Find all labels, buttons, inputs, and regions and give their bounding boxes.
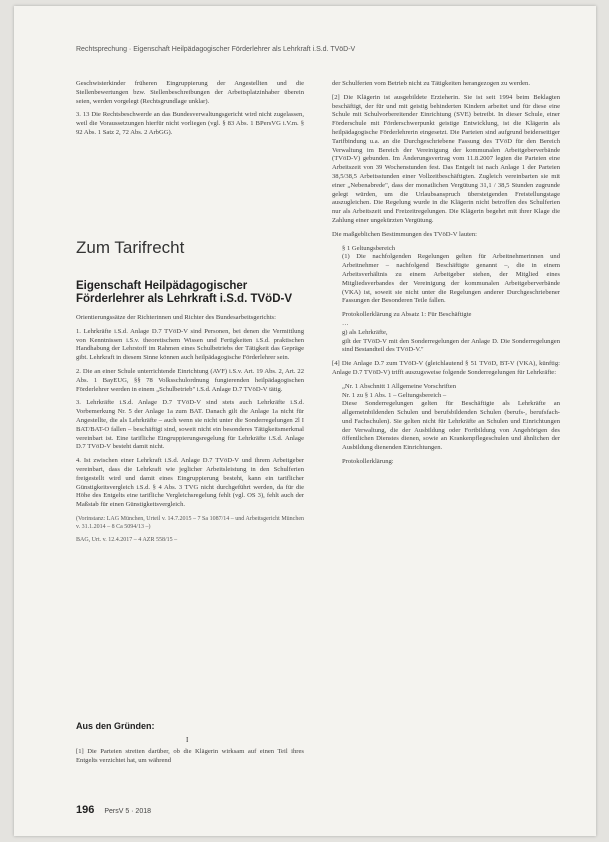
quote-line: § 1 Geltungsbereich [342, 244, 396, 252]
orientation-sentence-2: 2. Die an einer Schule unterrichtende Einrichtung (AVF) i.S.v. Art. 19 Abs. 2, Art. 22 Abs. 1 BayEUG, §§ 78 Volksschulordnung fungierenden heilpädagogischen Förderlehrer werden in einem „Schulbetrieb" i.S.d. Anlage D.7 TVöD-V tätig. [76, 367, 304, 393]
paragraph: Geschwisterkinder früheren Eingruppierung der Angestellten und die Stellenbewertungen bzw. Stellenbeschreibungen der Arbeitsplatzinhaber überein seien, werden vorgelegt (Rechtsgrundlage unklar). [76, 80, 304, 105]
orientation-sentence-3: 3. Lehrkräfte i.S.d. Anlage D.7 TVöD-V sind stets auch Lehrkräfte i.S.d. Vorbemerkung Nr. 5 der Anlage 1a zum BAT. Danach gilt die Anlage 1a nicht für Angestellte, die als Lehrkräfte – auch wenn sie nicht unter die Sonderregelungen 2l I BAT/BAT-O fallen – beschäftigt sind, soweit nicht ein besonderes Tätigkeitsmerkmal vereinbart ist. Eine tarifliche Eingruppierungsregelung für Lehrkräfte i.S.d. Anlage D.7 TVöD-V besteht damit nicht. [76, 399, 304, 451]
citation: (Vorinstanz: LAG München, Urteil v. 14.7.2015 – 7 Sa 1087/14 – und Arbeitsgericht München v. 31.1.2014 – 8 Ca 5094/13 –) [76, 515, 304, 530]
quote-line: „Nr. 1 Abschnitt 1 Allgemeine Vorschriften [342, 382, 457, 390]
page-number: 196 [76, 804, 95, 816]
quote-line: (1) Die nachfolgenden Regelungen gelten für Arbeitnehmerinnen und Arbeitnehmer – nachfolgend Beschäftigte genannt –, die in einem Arbeitsverhältnis zu einem Arbeitgeber stehen, der Mitglied eines Mitgliedsverbandes der Vereinigung der kommunalen Arbeitgeberverbände (VKA) ist, soweit sie nicht unter die Regelungen anderer Durchgeschriebener Fassungen der Besonderen Teile fallen. [342, 253, 560, 305]
paragraph: [2] Die Klägerin ist ausgebildete Erzieherin. Sie ist seit 1994 beim Beklagten beschäftigt, der für und mit geistig behinderten Kindern arbeitet und für diese eine Schule mit Schulvorbereitender Einrichtung (SVE) betreibt. In dieser Schule, einer Förderschule mit Förderschwerpunkt geistige Entwicklung, ist die Klägerin als heilpädagogische Förderlehrerin eingesetzt. Die Parteien sind aufgrund beiderseitiger Tarifbindung u.a. an die Durchgeschriebene Fassung des TVöD für den Bereich Verwaltung im Bereich der Vereinigung der kommunalen Arbeitgeberverbände (TVöD-V) gebunden. Im Änderungsvertrag vom 11.8.2007 legten die Parteien eine Arbeitszeit von 39 Wochenstunden fest. Das Entgelt ist nach Anlage 1 der Parteien 38,5/38,5 Arbeitsstunden einer Vollzeitbeschäftigten. Zugleich vereinbarten sie mit einer „Nebenabrede", dass der monatlichen Vergütung 31,1 / 38,5 Stunden zugrunde gelegt würden, um die Urlaubsanspruch übersteigenden Freistellungstage auszugleichen. Die Regelung wurde in die Klägerin nicht betroffen des Schulferien nur als Arbeitszeit und Freizeitregelungen. Die Klägerin begehrt mit ihrer Klage die Zahlung einer ungekürzten Vergütung. [332, 93, 560, 224]
quoted-provision [332, 245, 560, 356]
quoted-provision [332, 383, 560, 467]
orientation-sentence-4: 4. Ist zwischen einer Lehrkraft i.S.d. Anlage D.7 TVöD-V und ihrem Arbeitgeber vereinbart, dass die Lehrkraft wie jeglicher Arbeitsleistung in den Schulferien freigestellt wird und damit eines Eingruppierung besteht, kann ein tariflicher Günstigkeitsvergleich i.S.d. § 4 Abs. 3 TVG nicht durchgeführt werden, da für die Höhe des Entgelts eine tarifliche Vergleichsregelung fehlt (vgl. OS 3), fehlt auch der Maßstab für einen Günstigkeitsvergleich. [76, 457, 304, 509]
document-page [14, 6, 596, 836]
paragraph: [4] Die Anlage D.7 zum TVöD-V (gleichlautend § 51 TVöD, BT-V (VKA), künftig: Anlage D.7 TVöD-V) trifft auszugsweise folgende Sonderregelungen für Lehrkräfte: [332, 360, 560, 376]
page-footer [76, 804, 151, 816]
quote-line: gilt der TVöD-V mit den Sonderregelungen der Anlage D. Die Sonderregelungen sind Bestandteil des TVöD-V." [342, 337, 560, 354]
citation: BAG, Urt. v. 12.4.2017 – 4 AZR 558/15 – [76, 536, 178, 543]
left-column-top [76, 80, 304, 143]
quote-line: Protokollerklärung: [342, 458, 394, 466]
grounds-heading: Aus den Gründen: [76, 721, 155, 731]
running-header: Rechtsprechung · Eigenschaft Heilpädagogischer Förderlehrer als Lehrkraft i.S.d. TVöD-V [76, 46, 356, 53]
quote-line: Protokollerklärung zu Absatz 1: Für Beschäftigte [342, 311, 472, 319]
grounds-numeral: I [186, 736, 189, 744]
quote-line: Nr. 1 zu § 1 Abs. 1 – Geltungsbereich – [342, 391, 447, 399]
quote-line: … [342, 319, 349, 327]
journal-name: PersV 5 · 2018 [104, 808, 152, 815]
orientation-sentence-1: 1. Lehrkräfte i.S.d. Anlage D.7 TVöD-V sind Personen, bei denen die Vermittlung von Kenntnissen i.S.v. theoretischem Wissen und Fertigkeiten i.S.d. praktischen Handhabung der Lehrstoff im Rahmen eines Schulbetriebs der Tätigkeit das Gepräge gibt. Lehrkraft in diesem Sinne können auch heilpädagogische Förderlehrer sein. [76, 327, 304, 362]
quote-line: g) als Lehrkräfte, [342, 328, 388, 336]
article-title: Eigenschaft Heilpädagogischer Förderlehrer als Lehrkraft i.S.d. TVöD-V [76, 280, 292, 305]
quote-line: Diese Sonderregelungen gelten für Beschäftigte als Lehrkräfte an allgemeinbildenden Schulen und berufsbildenden Schulen (berufs-, berufsfach- und Fachschulen). Sie gelten nicht für Lehrkräfte an Schulen und Einrichtungen der Verwaltung, die der Ausbildung oder Fortbildung von Angehörigen des öffentlichen Dienstes dienen, sowie an Krankenpflegeschulen und ähnlichen der Ausbildung dienenden Einrichtungen. [342, 400, 560, 452]
grounds-paragraph: [1] Die Parteien streiten darüber, ob die Klägerin wirksam auf einen Teil ihres Entgelts verzichtet hat, um während [76, 748, 304, 764]
paragraph: der Schulferien vom Betrieb nicht zu Tätigkeiten herangezogen zu werden. [332, 80, 530, 87]
left-column-body [76, 314, 304, 549]
section-title: Zum Tarifrecht [76, 238, 185, 257]
right-column [332, 80, 560, 467]
lead-text: Orientierungssätze der Richterinnen und Richter des Bundesarbeitsgerichts: [76, 314, 276, 321]
paragraph: Die maßgeblichen Bestimmungen des TVöD-V lauten: [332, 230, 477, 238]
paragraph: 3. 13 Die Rechtsbeschwerde an das Bundesverwaltungsgericht wird nicht zugelassen, weil die Voraussetzungen hierfür nicht vorliegen (vgl. § 83 Abs. 1 BPersVG i.V.m. § 92 Abs. 1 Satz 2, 72 Abs. 2 ArbGG). [76, 111, 304, 136]
